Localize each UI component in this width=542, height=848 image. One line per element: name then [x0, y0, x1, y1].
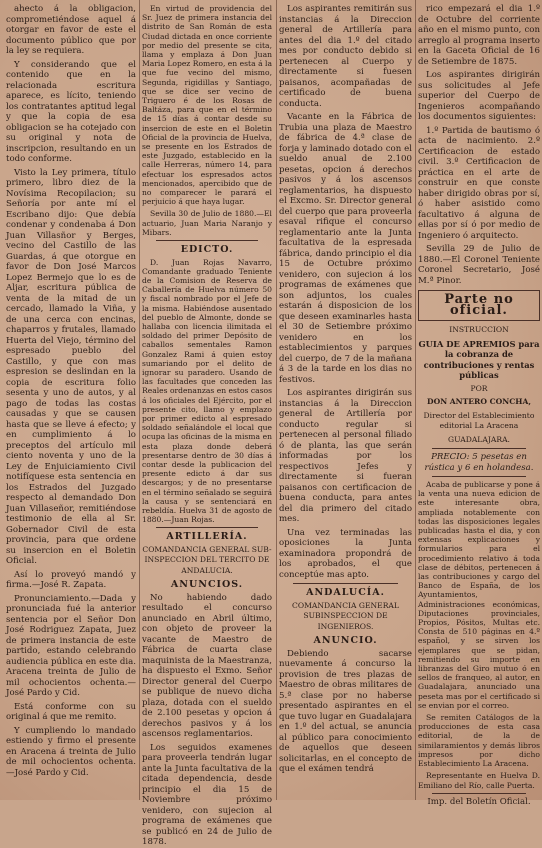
column-1: [6, 4, 136, 796]
price-line: PRECIO: 5 pesetas en rústica y 6 en holandesa.: [424, 452, 534, 473]
section-heading-artilleria: ARTILLERÍA.: [166, 531, 248, 543]
column-rule: [276, 0, 277, 800]
guia-title: GUIA DE APREMIOS para la cobranza de contribuciones y rentas públicas: [418, 338, 540, 380]
section-heading-anuncios: ANUNCIOS.: [170, 579, 244, 591]
divider: [293, 583, 398, 584]
column-2: [142, 4, 272, 848]
section-box-parte-no-oficial: Parte no oficial.: [418, 290, 540, 321]
paragraph: Una vez terminadas las oposiciones la Junta examinadora propondrá de los aprobados, el que conceptúe mas apto.: [279, 527, 412, 580]
paragraph: Los aspirantes dirigirán sus solicitudes al Jefe superior del Cuerpo de Ingenieros acompañando los documentos siguientes:: [418, 70, 540, 122]
author-name: DON ANTERO CONCHA,: [427, 397, 531, 406]
section-heading-anuncio: ANUNCIO.: [313, 635, 378, 646]
subheading-comandancia: COMANDANCIA GENERAL SUB-INSPECCION DEL TERCITO DE ANDALUCIA.: [142, 544, 272, 575]
paragraph: Vacante en la Fábrica de Trubia una plaza de Maestro de fábrica de 4.ª clase de forja y laminado dotado con el sueldo anual de 2.100 pesetas, opcion á derechos pasivos y á los ascensos reglamentarios, ha dispuesto el Excmo. Sr. Director general del cuerpo que para proveerla esaval rifique el concurso reglamentario ante la Junta facultativa de la espresada fábrica, dando principio el dia 15 de Octubre próximo venidero, con sujecion á los programas de exámenes que son adjuntos, los cuales estarán á disposicion de los que deseen examinarles hasta el 30 de Setiembre próximo venidero en los establecimientos y parques del cuerpo, de 7 de la mañana á 3 de la tarde en los dias no festivos.: [279, 112, 412, 385]
divider: [432, 793, 526, 794]
printer-line: Imp. del Boletín Oficial.: [427, 796, 531, 807]
column-4: [418, 4, 540, 807]
column-rule: [139, 0, 140, 800]
paragraph: Visto la Ley primera, título primero, libro diez de la Novísima Recopilacion; su Señoría por ante mí el Escribano dijo: Que debía condenar y condenaba á Don Juan Villasñor y Berges, vecino del Castillo de las Guardas, á que otorgue en favor de Don José Marcos Lopez Bermejo que lo es de Aljar, escritura pública de venta de la mitad de un cercado, llamado la Viña, y de una cerca con encinas, chaparros y frutales, llamado Huerta del Viejo, término del espresado pueblo del Castillo, y que con mas espresion se deslindan en la copia de escritura folio sesenta y uno de autos, y al pago de todas las costas causadas y que se causen hasta que se lleve á efecto; y en cumplimiento á lo preceptos del artículo mil ciento noventa y uno de la Ley de Enjuiciamiento Civil notifíquese esta sentencia en los Estrados del Juzgado respecto al demandado Don Juan Villaseñor, remitiéndose testimonio de ella al Sr. Gobernador Civil de esta provincia, para que ordene su insercion en el Boletin Oficial.: [6, 167, 136, 566]
divider: [432, 476, 526, 477]
divider: [432, 448, 526, 449]
notice-signature: Sevilla 30 de Julio de 1880.—El actuario, Juan Maria Naranjo y Mibars.: [142, 209, 272, 237]
instruccion-label: INSTRUCCION: [449, 325, 509, 334]
paragraph: Está conforme con su original á que me remito.: [6, 701, 136, 722]
description: Acaba de publicarse y pone á la venta una nueva edicion de este interesante obra, ampliada notablemente con todas las disposiciones legales publicadas hasta el dia, y con extensas explicaciones y formularios para el procedimiento relativo á toda clase de débitos, pertenecen á las contribuciones y cargo del Banco de España, de los Ayuntamientos, Administraciones económicas, Diputaciones provinciales, Propios, Pósitos, Multas etc. Consta de 510 páginas en 4.º español, y se sirven los ejemplares que se pidan, remitiendo su importe en libranzas del Giro mutuo ó en sellos de franqueo, al autor, en Guadalajara, anunciado una peseta mas por el certificado si se envian por el correo.: [418, 480, 540, 710]
paragraph: Los aspirantes remitirán sus instancias á la Direccion general de Artillería para antes del dia 1.º del citado mes por conducto debido si pertenecen al Cuerpo y directamente si fuesen paisanos, acompañadas de certificado de buena conducta.: [279, 4, 412, 109]
signature: Sevilla 29 de Julio de 1880.—El Coronel Teniente Coronel Secretario, José M.ª Pinor.: [418, 244, 540, 286]
paragraph: No habiendo dado resultado el concurso anunciado en Abril último, con objeto de proveer la vacante de Maestro de Fábrica de cuarta clase maquinista de la Maestranza, ha dispuesto el Exmo. Señor Director general del Cuerpo se publique de nuevo dicha plaza, dotada con el sueldo de 2.100 pesetas y opcion á derechos pasivos y á los ascensos reglamentarios.: [142, 592, 272, 740]
paragraph: Y cumpliendo lo mandado estiendo y firmo el presente en Aracena á treinta de Julio de mil ochocientos ochenta.—José Pardo y Cid.: [6, 725, 136, 778]
section-heading-edicto: EDICTO.: [180, 244, 234, 256]
divider: [156, 240, 258, 241]
section-heading-andalucia: ANDALUCÍA.: [306, 587, 385, 598]
divider: [156, 527, 258, 528]
edicto-text: D. Juan Rojas Navarro, Comandante graduado Teniente de la Comision de Reserva de Caballería de Huelva número 50 y fiscal nombrado por el Jefe de la misma. Habiéndose ausentado del pueblo de Almonte, donde se hallaba con licencia ilimitada el soldado del primer Depósito de caballos sementales Ramon Gonzalez Rami á quien estoy sumariando por el delito de ignorar su paradero. Usando de las facultades que conceden las Reales ordenanzas en estos casos á los oficiales del Ejército, por el presente cito, llamo y emplazo por primer edicto al espresado soldado señalándole el local que ocupa las oficinas de la misma en esta plaza donde deberá presentarse dentro de 30 días á contar desde la publicacion del presente edicto á dar sus descargos; y de no presentarse en el término señalado se seguirá la causa y se sentenciará en rebeldía. Huelva 31 de agosto de 1880.—Juan Rojas.: [142, 257, 272, 525]
description-2: Se remiten Catálogos de la producciones de esta casa editorial, de la de similaramientos y demás libros impresos por dicho Establecimiento La Aracena.: [418, 713, 540, 769]
city-label: GUADALAJARA.: [448, 434, 510, 444]
por-label: POR: [470, 383, 488, 393]
paragraph: Los aspirantes dirigirán sus instancias á la Direccion general de Artillería por conducto regular si pertenecen al personal filiado ó de planta, las que serán informadas por los respectivos Jefes y directamente si fueran paisanos con certificacion de buena conducta, para antes del dia primero del citado mes.: [279, 388, 412, 524]
paragraph: Pronunciamiento.—Dada y pronunciada fué la anterior sentencia por el Señor Don José Rodriguez Zapata, Juez de primera instancia de este partido, estando celebrando audiencia pública en este dia. Aracena treinta de Julio de mil ochocientos ochenta.—José Pardo y Cid.: [6, 593, 136, 698]
column-rule: [415, 0, 416, 800]
paragraph: rico empezará el dia 1.º de Octubre del corriente año en el mismo punto, con arreglo al programa inserto en la Gaceta Oficial de 16 de Setiembre de 1875.: [418, 4, 540, 67]
paragraph: Y considerando que el contenido que en la relacionada escritura aparece, es lícito, teniendo los contratantes aptitud legal y que la copia de esa obligacion se ha cotejado con su original y nota de inscripcion, resultando en un todo conforme.: [6, 59, 136, 164]
paragraph: ahecto á la obligacion, comprometiéndose aquel á otorgar en favor de este el documento público que por la ley se requiera.: [6, 4, 136, 56]
author-role: Director del Establecimiento editorial La Aracena: [423, 410, 535, 430]
notice-text: En virtud de providencia del Sr. Juez de primera instancia del distrito de San Román de esta Ciudad dictada en once corriente por medio del presente se cita, llama y emplaza á Don Juan Maria Lopez Romero, en esta á la que fue vecino del mismo, Segunda, rigidillas y Santiago, que se dice ser vecino de Triguero é de los Rosas de Baltáza, para que en el término de 15 días á contar desde su insercion de este en el Boletin Oficial de la provincia de Huelva, se presente en los Estrados de este Juzgado, establecido en la calle Herreras, número 14, para efectuar los espresados actos mencionados, apercibido que de no comparecer le parará el perjuicio á que haya lugar.: [142, 4, 272, 207]
paragraph: 1.º Partida de bautismo ó acta de nacimiento. 2.º Certificacion de estado civil. 3.º Certificacion de práctica en el arte de construir en que conste haber dirigido obras por sí, ó haber asistido como facultativo á alguna de ellas por sí ó por medio de Ingeniero ó arquitecto.: [418, 125, 540, 241]
paragraph: Así lo proveyó mandó y firma.—José R. Zapata.: [6, 569, 136, 590]
subheading-comandancia: COMANDANCIA GENERAL SUBINSPECCION DE INGENIEROS.: [292, 600, 399, 631]
column-3: [279, 4, 412, 796]
paragraph: Debiendo sacarse nuevamente á concurso la provision de tres plazas de Maestro de obras militares de 5.ª clase por no haberse presentado aspirantes en el que tuvo lugar en Guadalajara en 1.º del actual, se anuncia al público para conocimiento de aquellos que deseen solicitarlas, en el concepto de que el exámen tendrá: [279, 648, 412, 774]
paragraph: Los seguidos examenes para proveerla tendrán lugar ante la Junta facultativa de la citada dependencia, desde principio el dia 15 de Noviembre próximo venidero, con sujecion al programa de exámenes que se publicó en 24 de Julio de 1878.: [142, 742, 272, 848]
representative: Representante en Huelva D. Emiliano del Río, calle Puerta.: [418, 771, 540, 790]
